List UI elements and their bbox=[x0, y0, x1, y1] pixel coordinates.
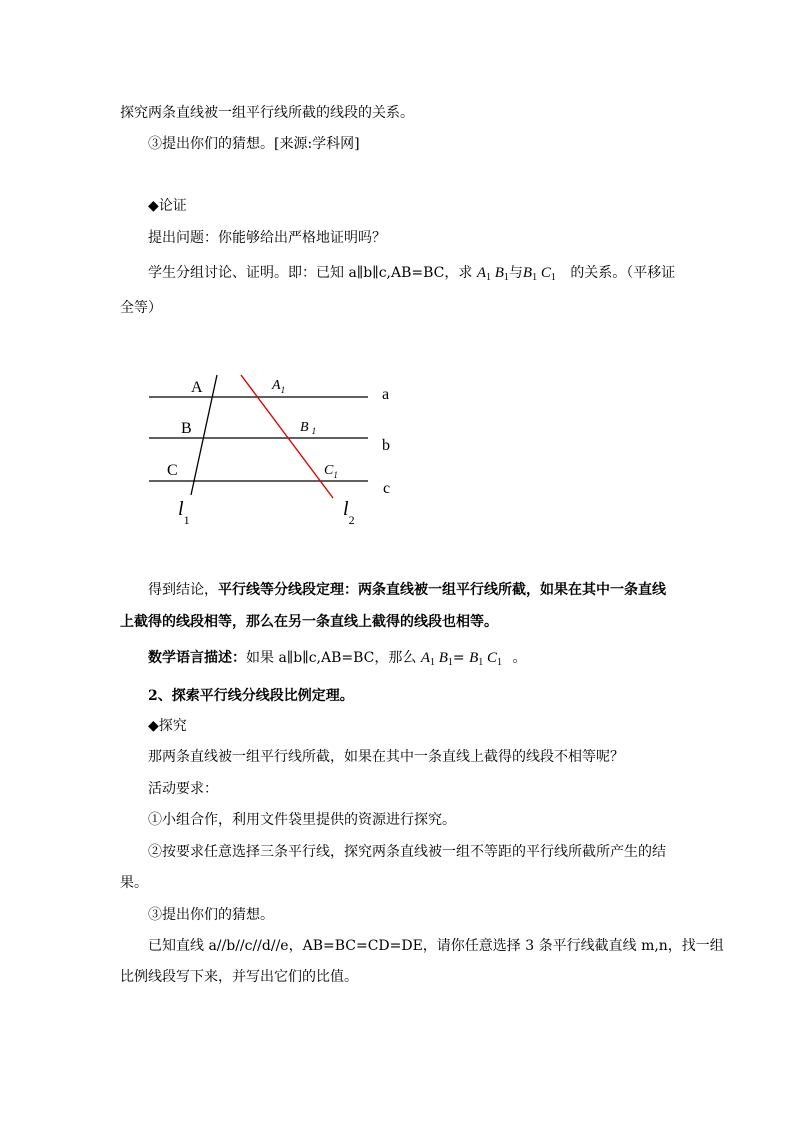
text-line-question: 提出问题：你能够给出严格地证明吗？ bbox=[148, 230, 386, 246]
text-line-discussion bbox=[148, 263, 675, 288]
label-l1: $l_1$ bbox=[178, 498, 190, 527]
math-a1b1-eq: $A_1$ $B_1$ bbox=[420, 650, 453, 668]
text-line-theorem bbox=[148, 580, 666, 600]
period: 。 bbox=[512, 650, 527, 666]
text-line-theorem-cont: 上截得的线段相等，那么在另一条直线上截得的线段也相等。 bbox=[120, 614, 498, 630]
math-b1c1: $B_1$ $C_1$ bbox=[522, 265, 556, 283]
conclusion-label: 得到结论， bbox=[148, 582, 218, 598]
text-line-given: 已知直线 a//b//c//d//e，AB=BC=CD=DE，请你任意选择 3 条平行线截直线 m,n，找一组 bbox=[148, 938, 724, 954]
text-line-question-2: 那两条直线被一组平行线所截，如果在其中一条直线上截得的线段不相等呢？ bbox=[148, 749, 624, 765]
label-a: a bbox=[382, 386, 390, 403]
section-proof-heading: ◆论证 bbox=[148, 198, 187, 214]
relation-text: 的关系。（平移证 bbox=[570, 265, 676, 281]
label-b: b bbox=[382, 437, 390, 454]
and-text: 与 bbox=[508, 265, 523, 281]
label-B1: B $_1$ bbox=[300, 420, 317, 436]
label-C1: $C_1$ bbox=[324, 463, 338, 480]
discussion-text: 学生分组讨论、证明。即：已知 a∥b∥c,AB=BC，求 bbox=[148, 265, 473, 281]
label-A: A bbox=[191, 379, 203, 396]
transversal-l2 bbox=[241, 375, 333, 498]
text-line-step-1: ①小组合作，利用文件袋里提供的资源进行探究。 bbox=[148, 812, 456, 828]
text-line-1: 探究两条直线被一组平行线所截的线段的关系。 bbox=[120, 105, 414, 121]
math-desc-text: 如果 a∥b∥c,AB=BC，那么 bbox=[246, 650, 417, 666]
label-A1: $A_1$ bbox=[272, 378, 286, 395]
label-C: C bbox=[167, 462, 178, 479]
text-line-step-2-cont: 果。 bbox=[120, 875, 148, 891]
text-line-math-description bbox=[148, 648, 527, 673]
text-line-step-2: ②按要求任意选择三条平行线，探究两条直线被一组不等距的平行线所截所产生的结 bbox=[148, 844, 666, 860]
label-B: B bbox=[181, 420, 192, 437]
label-l2: $l_2$ bbox=[343, 498, 355, 527]
math-b1c1-eq: $B_1$ $C_1$ bbox=[469, 650, 503, 668]
text-line-congruent: 全等） bbox=[120, 300, 162, 316]
text-line-step-3: ③提出你们的猜想。 bbox=[148, 907, 274, 923]
math-a1b1: $A_1$ $B_1$ bbox=[476, 265, 509, 283]
math-desc-label: 数学语言描述： bbox=[148, 650, 246, 666]
parallel-lines-figure bbox=[140, 365, 410, 535]
text-line-given-cont: 比例线段写下来，并写出它们的比值。 bbox=[120, 969, 358, 985]
label-c: c bbox=[383, 480, 391, 497]
text-line-activity: 活动要求： bbox=[148, 781, 218, 797]
text-line-2: ③提出你们的猜想。[来源:学科网] bbox=[148, 136, 360, 152]
section-2-heading: 2、探索平行线分线段比例定理。 bbox=[148, 688, 354, 704]
theorem-text: 平行线等分线段定理：两条直线被一组平行线所截，如果在其中一条直线 bbox=[218, 582, 666, 598]
equals-sign: = bbox=[452, 650, 465, 666]
section-explore-heading: ◆探究 bbox=[148, 718, 187, 734]
